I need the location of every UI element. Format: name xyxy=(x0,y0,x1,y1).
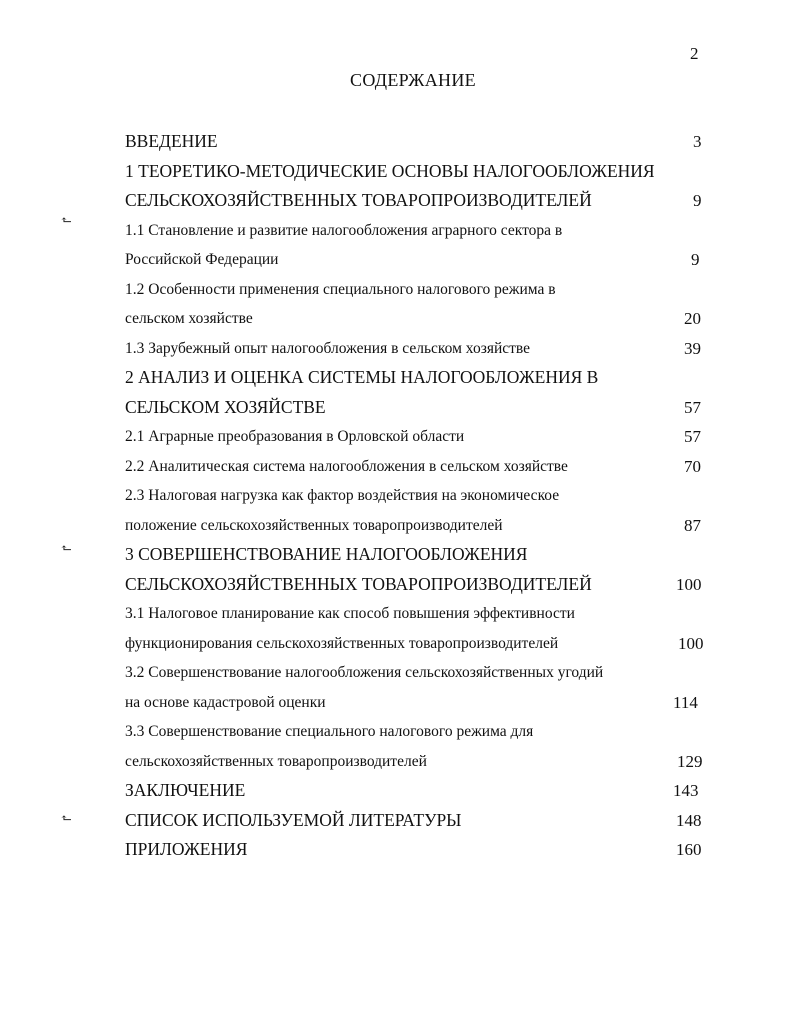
toc-entry xyxy=(125,629,705,659)
toc-entry-text: СЕЛЬСКОХОЗЯЙСТВЕННЫХ ТОВАРОПРОИЗВОДИТЕЛЕЙ xyxy=(125,190,592,210)
toc-entry-text: 1 ТЕОРЕТИКО-МЕТОДИЧЕСКИЕ ОСНОВЫ НАЛОГООБЛОЖЕНИЯ xyxy=(125,160,655,181)
toc-entry-text: 3.1 Налоговое планирование как способ повышения эффективности xyxy=(125,605,575,622)
toc-entry-page: 57 xyxy=(684,427,701,446)
toc-entry-text: 2.1 Аграрные преобразования в Орловской области xyxy=(125,428,465,445)
toc-entry-page: 20 xyxy=(684,309,701,328)
toc-entry-text: функционирования сельскохозяйственных товаропроизводителей xyxy=(125,634,559,652)
toc-entry-page: 9 xyxy=(691,250,700,269)
page-title: СОДЕРЖАНИЕ xyxy=(350,70,476,90)
toc-entry-page: 148 xyxy=(676,810,702,830)
toc-entry-text: СЕЛЬСКОХОЗЯЙСТВЕННЫХ ТОВАРОПРОИЗВОДИТЕЛЕЙ xyxy=(125,573,592,594)
toc-entry-page: 160 xyxy=(676,840,702,859)
toc-entry xyxy=(125,245,705,275)
toc-entry-text: 1.2 Особенности применения специального налогового режима в xyxy=(125,280,556,298)
toc-entry-page: 143 xyxy=(673,781,699,800)
toc-entry-text: 3 СОВЕРШЕНСТВОВАНИЕ НАЛОГООБЛОЖЕНИЯ xyxy=(125,544,528,564)
toc-entry-text: 1.1 Становление и развитие налогообложения аграрного сектора в xyxy=(125,221,563,239)
toc-entry-page: 9 xyxy=(693,191,702,210)
toc-entry-page: 57 xyxy=(684,397,701,417)
toc-entry xyxy=(125,216,705,246)
toc-entry xyxy=(125,127,705,157)
toc-entry-page: 39 xyxy=(684,338,701,358)
toc-entry xyxy=(125,717,705,747)
toc-entry xyxy=(125,776,705,806)
table-of-contents xyxy=(125,127,705,865)
toc-entry xyxy=(125,304,705,334)
toc-entry xyxy=(125,452,705,482)
toc-entry-text: ПРИЛОЖЕНИЯ xyxy=(125,839,248,859)
toc-entry-text: 1.3 Зарубежный опыт налогообложения в сельском хозяйстве xyxy=(125,339,531,357)
toc-entry-text: ЗАКЛЮЧЕНИЕ xyxy=(125,780,246,800)
toc-entry-text: сельском хозяйстве xyxy=(125,310,253,327)
page-number: 2 xyxy=(690,44,699,63)
toc-entry-page: 70 xyxy=(684,456,701,476)
toc-entry-text: положение сельскохозяйственных товаропроизводителей xyxy=(125,516,503,534)
toc-entry xyxy=(125,599,705,629)
toc-entry-page: 3 xyxy=(693,132,702,151)
toc-entry xyxy=(125,540,705,570)
toc-entry-text: СЕЛЬСКОМ ХОЗЯЙСТВЕ xyxy=(125,396,326,417)
toc-entry-text: ВВЕДЕНИЕ xyxy=(125,131,218,151)
toc-entry xyxy=(125,570,705,600)
toc-entry xyxy=(125,275,705,305)
toc-entry-text: 2.2 Аналитическая система налогообложения в сельском хозяйстве xyxy=(125,457,568,475)
toc-entry-text: СПИСОК ИСПОЛЬЗУЕМОЙ ЛИТЕРАТУРЫ xyxy=(125,809,462,830)
toc-entry-text: на основе кадастровой оценки xyxy=(125,693,326,711)
toc-entry xyxy=(125,334,705,364)
margin-tick-mark: ↲ xyxy=(58,214,74,226)
toc-entry xyxy=(125,747,705,777)
toc-entry xyxy=(125,481,705,511)
toc-entry xyxy=(125,186,705,216)
toc-entry xyxy=(125,157,705,187)
margin-tick-mark: ↲ xyxy=(58,812,74,824)
toc-entry-page: 100 xyxy=(676,574,702,594)
toc-entry-text: 2 АНАЛИЗ И ОЦЕНКА СИСТЕМЫ НАЛОГООБЛОЖЕНИЯ В xyxy=(125,367,599,387)
toc-entry xyxy=(125,422,705,452)
toc-entry xyxy=(125,835,705,865)
toc-entry-page: 87 xyxy=(684,515,701,535)
toc-entry xyxy=(125,806,705,836)
toc-entry-page: 114 xyxy=(673,692,698,712)
margin-tick-mark: ↲ xyxy=(58,542,74,554)
toc-entry-text: 3.2 Совершенствование налогообложения сельскохозяйственных угодий xyxy=(125,664,604,681)
toc-entry xyxy=(125,393,705,423)
toc-entry-text: Российской Федерации xyxy=(125,251,279,268)
toc-entry xyxy=(125,363,705,393)
toc-entry-text: 3.3 Совершенствование специального налогового режима для xyxy=(125,723,534,740)
toc-entry xyxy=(125,688,705,718)
toc-entry-text: 2.3 Налоговая нагрузка как фактор воздействия на экономическое xyxy=(125,487,560,504)
toc-entry-text: сельскохозяйственных товаропроизводителей xyxy=(125,752,427,770)
toc-entry-page: 100 xyxy=(678,633,704,653)
toc-entry xyxy=(125,658,705,688)
toc-entry-page: 129 xyxy=(677,751,703,771)
toc-entry xyxy=(125,511,705,541)
